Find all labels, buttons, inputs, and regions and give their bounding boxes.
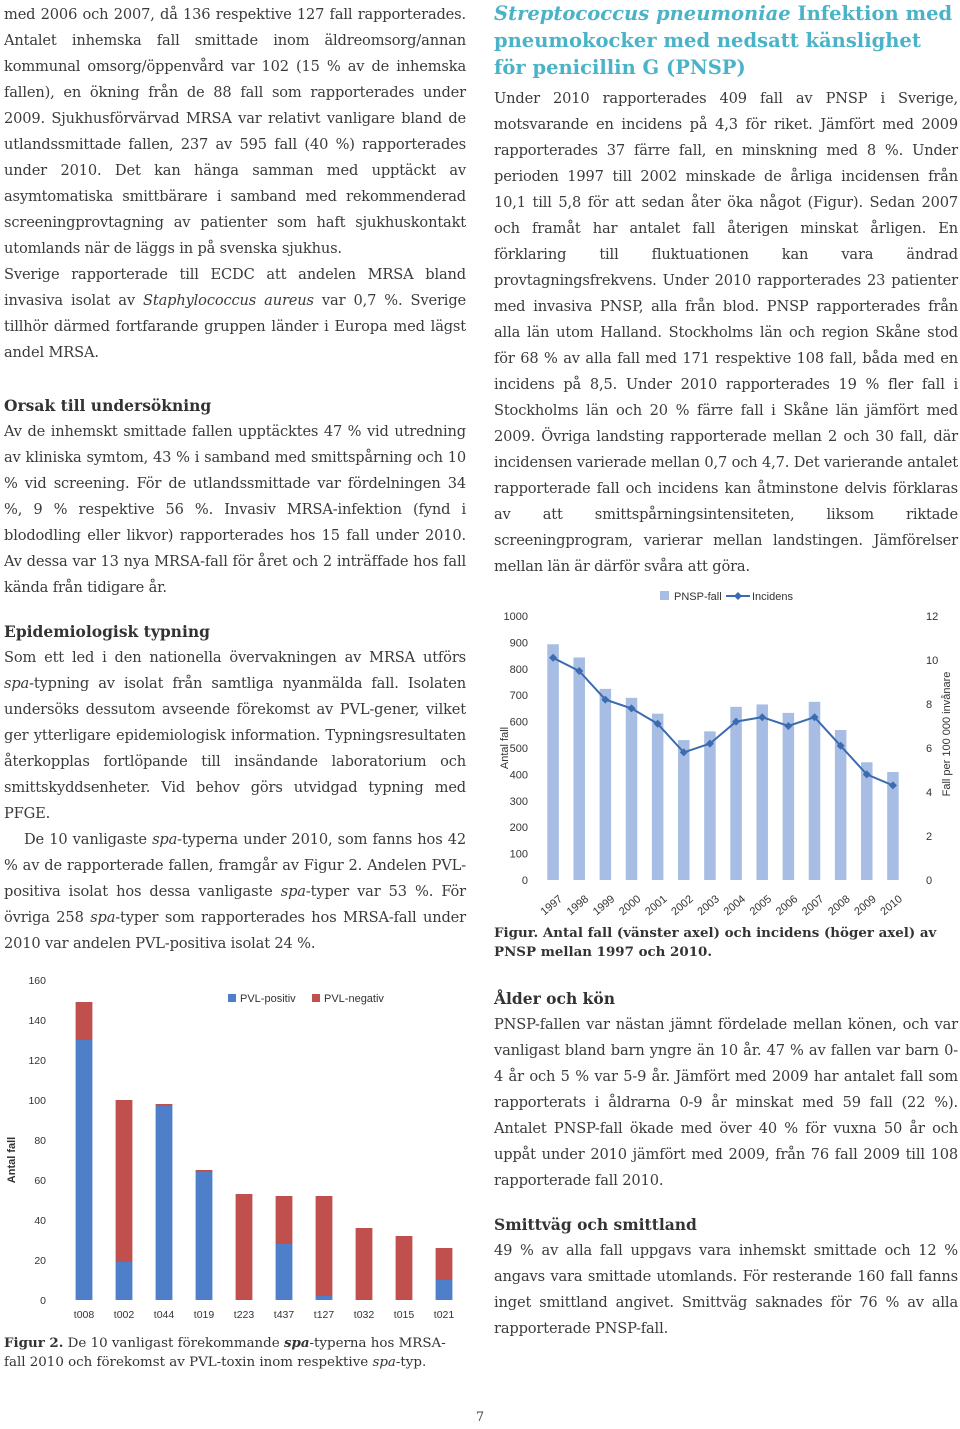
y-axis-title: Antal fall <box>499 726 511 770</box>
y-tick-label: 800 <box>509 663 528 676</box>
x-tick-label-2000: 2000 <box>616 893 644 919</box>
paragraph-pnsp: Under 2010 rapporterades 409 fall av PNSP i Sverige, motsvarande en incidens på 4,3 för riket. Jämfört med 2009 rapporterades 37 färre fall, en minskning med 8 %. Under perioden 1997 till 2002 minskade de årliga incidensen från 10,1 till 5,8 för att sedan åter öka något (Figur). Sedan 2007 och framåt har antalet fall återigen minskat årligen. En förklaring till fluktuationen kan vara ändrad provtagningsfrekvens. Under 2010 rapporterades 23 patienter med invasiva PNSP, alla från blod. PNSP rapporterades från alla län utom Halland. Stockholms län och region Skåne stod för 68 % av alla fall med 171 respektive 108 fall, båda med en incidens på 8,5. Under 2010 rapporterades 19 % fler fall i Stockholms län och 20 % färre fall i Skåne län jämfört med 2009. Övriga landsting rapporterade mellan 2 och 30 fall, där incidensen varierade mellan 0,7 och 4,7. Det varierande antalet rapporterade fall och incidens kan åtminstone delvis förklaras av att smittspårningsintensiteten, liksom riktade screeningprogram, varierar mellan landstingen. Jämförelser mellan län är därför svåra att göra. <box>494 90 958 575</box>
bar-pnsp-fall-2000 <box>626 698 638 880</box>
x-tick-label-2006: 2006 <box>773 893 801 919</box>
x-tick-label-t437: t437 <box>273 1309 295 1321</box>
y-tick-label: 500 <box>509 743 528 755</box>
x-tick-label-t044: t044 <box>153 1309 175 1321</box>
bar-pnsp-fall-2009 <box>861 762 873 880</box>
figure-2-caption: Figur 2. De 10 vanligast förekommande spa-typerna hos MRSA-fall 2010 och förekomst av PVL-toxin inom respektive spa-typ. <box>4 1335 446 1370</box>
bar-pvl-negativ-t002 <box>116 1100 133 1262</box>
y-tick-label: 900 <box>509 637 528 650</box>
legend-swatch-pvl-negativ <box>312 994 320 1002</box>
x-tick-label-t032: t032 <box>353 1309 375 1321</box>
x-tick-label-t008: t008 <box>73 1309 95 1321</box>
chart1-legend <box>660 591 793 603</box>
y-tick-label: 200 <box>509 822 528 835</box>
x-tick-label-t021: t021 <box>433 1309 455 1321</box>
legend-swatch-pnsp-fall <box>660 591 669 600</box>
bar-pvl-positiv-t019 <box>196 1172 213 1300</box>
legend-label-pvl-negativ: PVL-negativ <box>324 993 384 1005</box>
bar-pvl-positiv-t437 <box>276 1244 293 1300</box>
y-tick-label: 160 <box>28 975 46 987</box>
y-tick-label: 20 <box>34 1255 46 1267</box>
bar-pnsp-fall-2004 <box>730 707 742 880</box>
x-tick-label-1997: 1997 <box>538 893 565 919</box>
bar-pvl-positiv-t008 <box>76 1040 93 1300</box>
paragraph-typning: Som ett led i den nationella övervakningen av MRSA utförs spa-typning av isolat från samtliga nyanmälda fall. Isolaten undersöks dessutom avseende förekomst av PVL-gener, vilket ger ytterligare epidemiologisk information. Typningsresultaten återkopplas fortlöpande till insändande laboratorium och smittskyddsenheter. Vid behov görs utvidgad typning med PFGE. <box>4 649 466 822</box>
heading-orsak: Orsak till undersökning <box>4 396 212 415</box>
x-tick-label-2001: 2001 <box>643 893 670 919</box>
paragraph-orsak: Av de inhemskt smittade fallen upptäcktes 47 % vid utredning av kliniska symtom, 43 % i samband med smittspårning och 10 % vid screening. För de utlandssmittade var fördelningen 34 %, 9 % respektive 56 %. Invasiv MRSA-infektion (fynd i blododling eller likvor) rapporterades hos 15 fall under 2010. Av dessa var 13 nya MRSA-fall för året och 2 inträffade hos fall kända från tidigare år. <box>4 423 466 596</box>
bar-pnsp-fall-2006 <box>783 713 795 880</box>
bar-pvl-negativ-t019 <box>196 1170 213 1172</box>
bar-pvl-negativ-t127 <box>316 1196 333 1296</box>
figure-1-bar-line-chart <box>488 584 958 924</box>
legend-label-pnsp-fall: PNSP-fall <box>674 591 722 603</box>
y-axis-title: Antal fall <box>6 1136 18 1184</box>
bar-pnsp-fall-2003 <box>704 731 716 880</box>
legend-label-incidens: Incidens <box>752 591 793 603</box>
paragraph-mrsa-cases: med 2006 och 2007, då 136 respektive 127 fall rapporterades. Antalet inhemska fall smittade inom äldreomsorg/annan kommunal omsorg/öppenvård var 102 (15 % av de inhemska fallen), en ökning från de 88 fall som rapporterades under 2009. Sjukhusförvärvad MRSA var relativt vanligare bland de utlandssmittade fallen, 237 av 595 fall (40 %) rapporterades under 2010. Det kan hänga samman med upptäckt av asymtomatiska smittbärare i samband med rekommenderad screeningprovtagning av patienter som haft sjukhuskontakt utomlands när de läggs in på svenska sjukhus. <box>4 6 466 257</box>
page-number: 7 <box>475 1410 485 1425</box>
y-tick-label: 100 <box>28 1095 46 1107</box>
y2-axis-title: Fall per 100 000 invånare <box>941 671 953 797</box>
bar-pnsp-fall-1997 <box>547 644 559 880</box>
y-tick-label: 400 <box>509 769 528 782</box>
y-tick-label: 80 <box>34 1135 46 1147</box>
x-tick-label-t015: t015 <box>393 1309 415 1321</box>
y2-tick-label: 0 <box>926 875 933 887</box>
heading-alder-och-kon: Ålder och kön <box>494 989 615 1008</box>
x-tick-label-t002: t002 <box>113 1309 135 1321</box>
x-tick-label-2002: 2002 <box>669 893 696 919</box>
paragraph-ecdc: Sverige rapporterade till ECDC att andelen MRSA bland invasiva isolat av Staphylococcus aureus var 0,7 %. Sverige tillhör därmed fortfarande gruppen länder i Europa med lägst andel MRSA. <box>4 266 466 361</box>
bar-pnsp-fall-2001 <box>652 714 664 880</box>
y2-tick-label: 2 <box>926 831 933 843</box>
x-tick-label-1998: 1998 <box>564 893 592 919</box>
paragraph-alder: PNSP-fallen var nästan jämnt fördelade mellan könen, och var vanligast bland barn yngre än 10 år. 47 % av fallen var barn 0-4 år och 5 % var 5-9 år. Jämfört med 2009 har antalet fall som rapporterats i åldrarna 0-9 år minskat med 59 fall (22 %). Antalet PNSP-fall ökade med över 40 % för vuxna 50 år och uppåt under 2010 jämfört med 2009, från 76 fall 2009 till 108 rapporterade fall 2010. <box>494 1016 958 1189</box>
y-tick-label: 60 <box>34 1175 46 1187</box>
bar-pnsp-fall-2005 <box>756 704 768 880</box>
bar-pvl-negativ-t044 <box>156 1104 173 1106</box>
bar-pvl-negativ-t223 <box>236 1194 253 1300</box>
bar-pvl-negativ-t021 <box>436 1248 453 1280</box>
heading-epidemiologisk: Epidemiologisk typning <box>4 622 210 641</box>
x-tick-label-1999: 1999 <box>590 893 618 919</box>
x-tick-label-t127: t127 <box>313 1309 335 1321</box>
x-tick-label-2004: 2004 <box>721 893 748 919</box>
y-tick-label: 1000 <box>503 611 528 623</box>
x-tick-label-2010: 2010 <box>878 893 905 919</box>
y-tick-label: 300 <box>509 795 528 808</box>
x-tick-label-t019: t019 <box>193 1309 215 1321</box>
bar-pvl-positiv-t021 <box>436 1280 453 1300</box>
bar-pvl-negativ-t015 <box>396 1236 413 1300</box>
bar-pvl-negativ-t008 <box>76 1002 93 1040</box>
legend-label-pvl-positiv: PVL-positiv <box>240 993 296 1005</box>
y2-tick-label: 12 <box>926 611 939 623</box>
x-tick-label-2007: 2007 <box>799 893 827 919</box>
x-tick-label-2005: 2005 <box>747 893 775 919</box>
heading-smittvag: Smittväg och smittland <box>494 1215 697 1234</box>
paragraph-spa-types: De 10 vanligaste spa-typerna under 2010, som fanns hos 42 % av de rapporterade fallen, framgår av Figur 2. Andelen PVL-positiva isolat hos dessa vanligaste spa-typer var 53 %. För övriga 258 spa-typer som rapporterades hos MRSA-fall under 2010 var andelen PVL-positiva isolat 24 %. <box>4 831 466 952</box>
y-tick-label: 700 <box>509 690 528 703</box>
y2-tick-label: 4 <box>926 787 933 799</box>
x-tick-label-2009: 2009 <box>852 893 879 919</box>
figure-2-stacked-bar-chart <box>4 966 466 1334</box>
y2-tick-label: 10 <box>926 655 939 667</box>
x-tick-label-2008: 2008 <box>826 893 853 919</box>
bar-pvl-positiv-t044 <box>156 1106 173 1300</box>
legend-swatch-pvl-positiv <box>228 994 236 1002</box>
x-tick-label-2003: 2003 <box>695 893 722 919</box>
y-tick-label: 0 <box>40 1295 46 1307</box>
y2-tick-label: 8 <box>926 699 933 711</box>
y-tick-label: 120 <box>28 1055 46 1067</box>
bar-pnsp-fall-2002 <box>678 740 690 880</box>
figure-1-caption: Figur. Antal fall (vänster axel) och incidens (höger axel) av PNSP mellan 1997 och 2010. <box>494 925 937 960</box>
bar-pvl-positiv-t002 <box>116 1262 133 1300</box>
bar-pvl-negativ-t032 <box>356 1228 373 1300</box>
y-tick-label: 40 <box>34 1215 46 1227</box>
y-tick-label: 0 <box>521 875 528 887</box>
bar-pnsp-fall-1999 <box>600 689 612 880</box>
y-tick-label: 100 <box>509 848 528 861</box>
bar-pnsp-fall-2008 <box>835 730 847 880</box>
y-tick-label: 140 <box>28 1015 46 1027</box>
bar-pvl-positiv-t127 <box>316 1296 333 1300</box>
bar-pvl-negativ-t437 <box>276 1196 293 1244</box>
legend-marker-incidens <box>734 592 742 600</box>
y2-tick-label: 6 <box>926 743 933 755</box>
y-tick-label: 600 <box>509 716 528 729</box>
x-tick-label-t223: t223 <box>233 1309 255 1321</box>
bar-pnsp-fall-2007 <box>809 702 821 880</box>
section-title-pnsp: Streptococcus pneumoniae Infektion med pneumokocker med nedsatt känslighet för penicillin G (PNSP) <box>494 2 953 79</box>
paragraph-smittvag: 49 % av alla fall uppgavs vara inhemskt smittade och 12 % angavs vara smittade utomlands. För resterande 160 fall fanns inget smittland angivet. Smittväg saknades för 76 % av alla rapporterade PNSP-fall. <box>494 1242 958 1337</box>
bar-pnsp-fall-1998 <box>573 657 585 880</box>
